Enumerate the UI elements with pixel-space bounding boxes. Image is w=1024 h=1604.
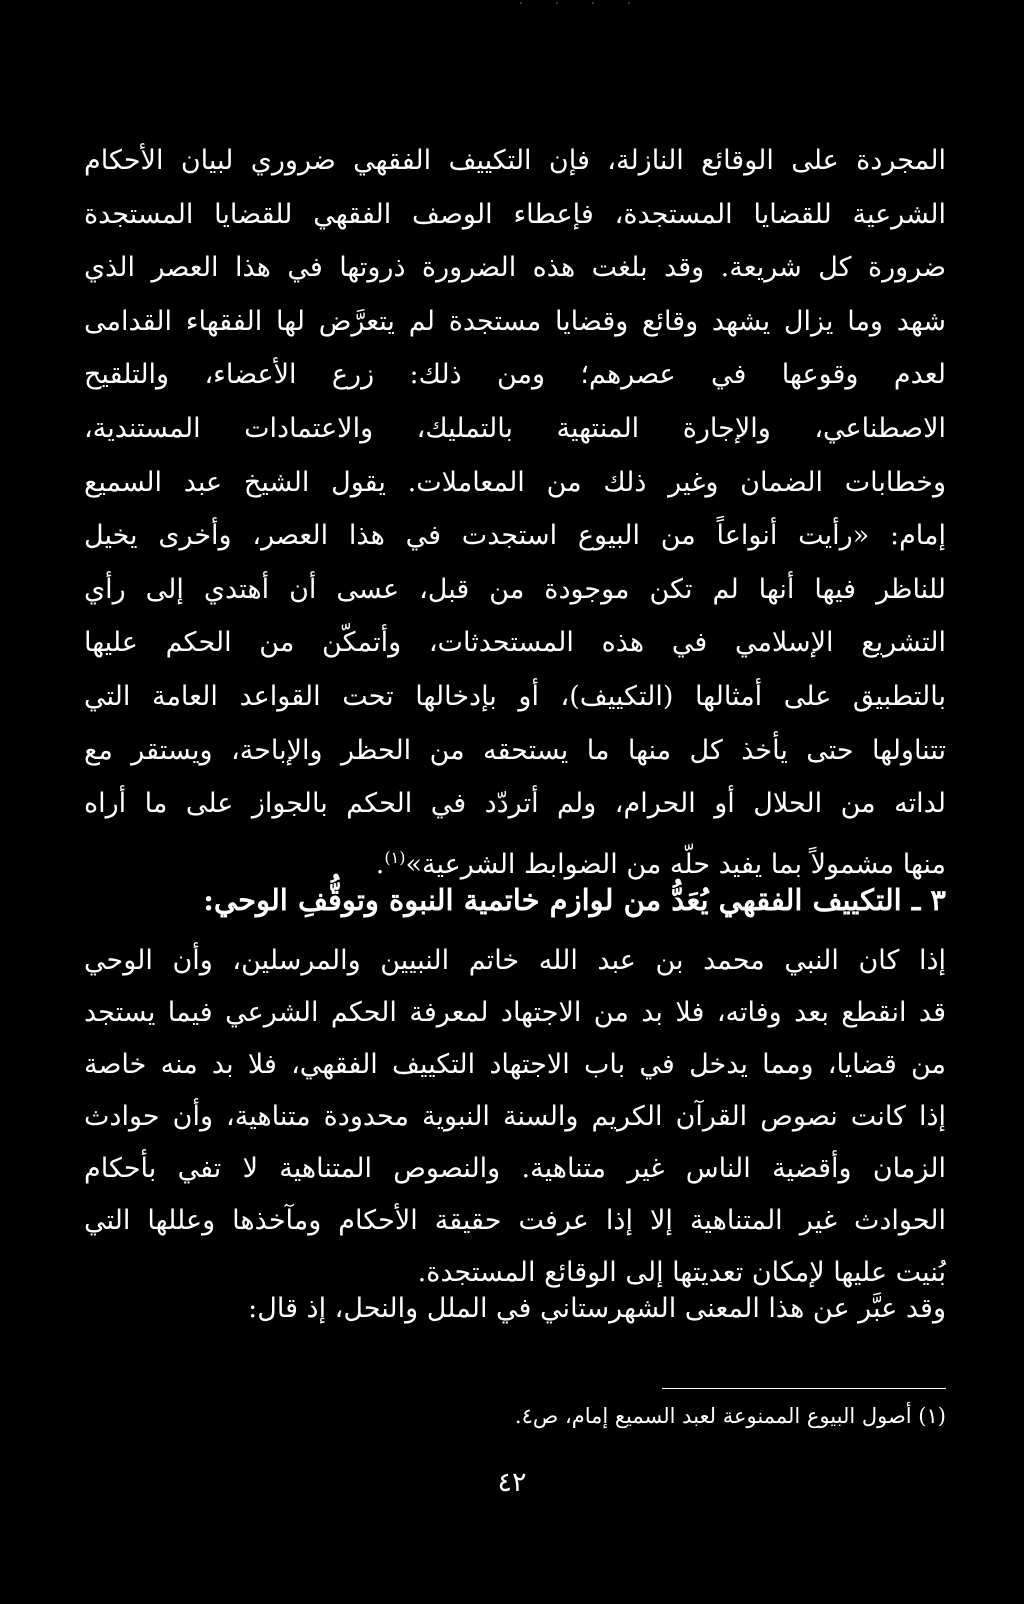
- text-line: الحوادث غير المتناهية إلا إذا عرفت حقيقة الأحكام ومآخذها وعللها التي: [84, 1205, 946, 1236]
- text-line: بالتطبيق على أمثالها (التكييف)، أو بإدخالها تحت القواعد العامة التي: [84, 680, 946, 712]
- text-line: شهد وما يزال يشهد وقائع وقضايا مستجدة لم يتعرَّض لها الفقهاء القدامى: [84, 305, 946, 337]
- text-line: إذا كانت نصوص القرآن الكريم والسنة النبوية محدودة متناهية، وأن حوادث: [84, 1101, 946, 1132]
- footnote-ref[interactable]: (١): [384, 847, 406, 867]
- text-line: قد انقطع بعد وفاته، فلا بد من الاجتهاد لمعرفة الحكم الشرعي فيما يستجد: [84, 997, 946, 1028]
- text-line: لعدم وقوعها في عصرهم؛ ومن ذلك: زرع الأعضاء، والتلقيح: [84, 359, 946, 391]
- text-line: ضرورة كل شريعة. وقد بلغت هذه الضرورة ذروتها في هذا العصر الذي: [84, 252, 946, 284]
- text-line: إذا كان النبي محمد بن عبد الله خاتم النبيين والمرسلين، وأن الوحي: [84, 945, 946, 976]
- paragraph-1: [84, 134, 946, 884]
- text-line: الزمان وأقضية الناس غير متناهية. والنصوص المتناهية لا تفي بأحكام: [84, 1153, 946, 1184]
- text-line: التشريع الإسلامي في هذه المستحدثات، وأتمكّن من الحكم عليها: [84, 627, 946, 659]
- text-line: إمام: «رأيت أنواعاً من البيوع استجدت في هذا العصر، وأخرى يخيل: [84, 520, 946, 552]
- paragraph-2: [84, 935, 946, 1299]
- text-line: المجردة على الوقائع النازلة، فإن التكييف الفقهي ضروري لبيان الأحكام: [84, 145, 946, 176]
- text-line: وقد عبَّر عن هذا المعنى الشهرستاني في الملل والنحل، إذ قال:: [248, 1293, 946, 1324]
- text-line: للناظر فيها أنها لم تكن موجودة من قبل، عسى أن أهتدي إلى رأي: [84, 573, 946, 605]
- final-period: .: [375, 848, 385, 880]
- text-line: وخطابات الضمان وغير ذلك من المعاملات. يقول الشيخ عبد السميع: [84, 466, 946, 498]
- text-line-last: بُنيت عليها لإمكان تعديتها إلى الوقائع المستجدة.: [417, 1257, 946, 1288]
- text-line: لداته من الحلال أو الحرام، ولم أتردّد في الحكم بالجواز على ما أراه: [84, 788, 946, 820]
- footnote: (١) أصول البيوع الممنوعة لعبد السميع إمام، ص٤.: [514, 1404, 946, 1428]
- text-line-content: منها مشمولاً بما يفيد حلّه من الضوابط الشرعية»: [405, 848, 946, 880]
- section-heading: ٣ ـ التكييف الفقهي يُعَدُّ من لوازم خاتمية النبوة وتوقُّفِ الوحي:: [203, 883, 946, 917]
- text-line: تتناولها حتى يأخذ كل منها ما يستحقه من الحظر والإباحة، ويستقر مع: [84, 734, 946, 766]
- page-number: ٤٢: [497, 1467, 527, 1498]
- footnote-divider: [662, 1388, 946, 1389]
- text-line: من قضايا، ومما يدخل في باب الاجتهاد التكييف الفقهي، فلا بد منه خاصة: [84, 1049, 946, 1080]
- paragraph-3: [84, 1282, 946, 1336]
- text-line: الشرعية للقضايا المستجدة، فإعطاء الوصف الفقهي للقضايا المستجدة: [84, 198, 946, 230]
- scan-artifact: [520, 2, 630, 8]
- text-line: الاصطناعي، والإجارة المنتهية بالتمليك، والاعتمادات المستندية،: [84, 412, 946, 444]
